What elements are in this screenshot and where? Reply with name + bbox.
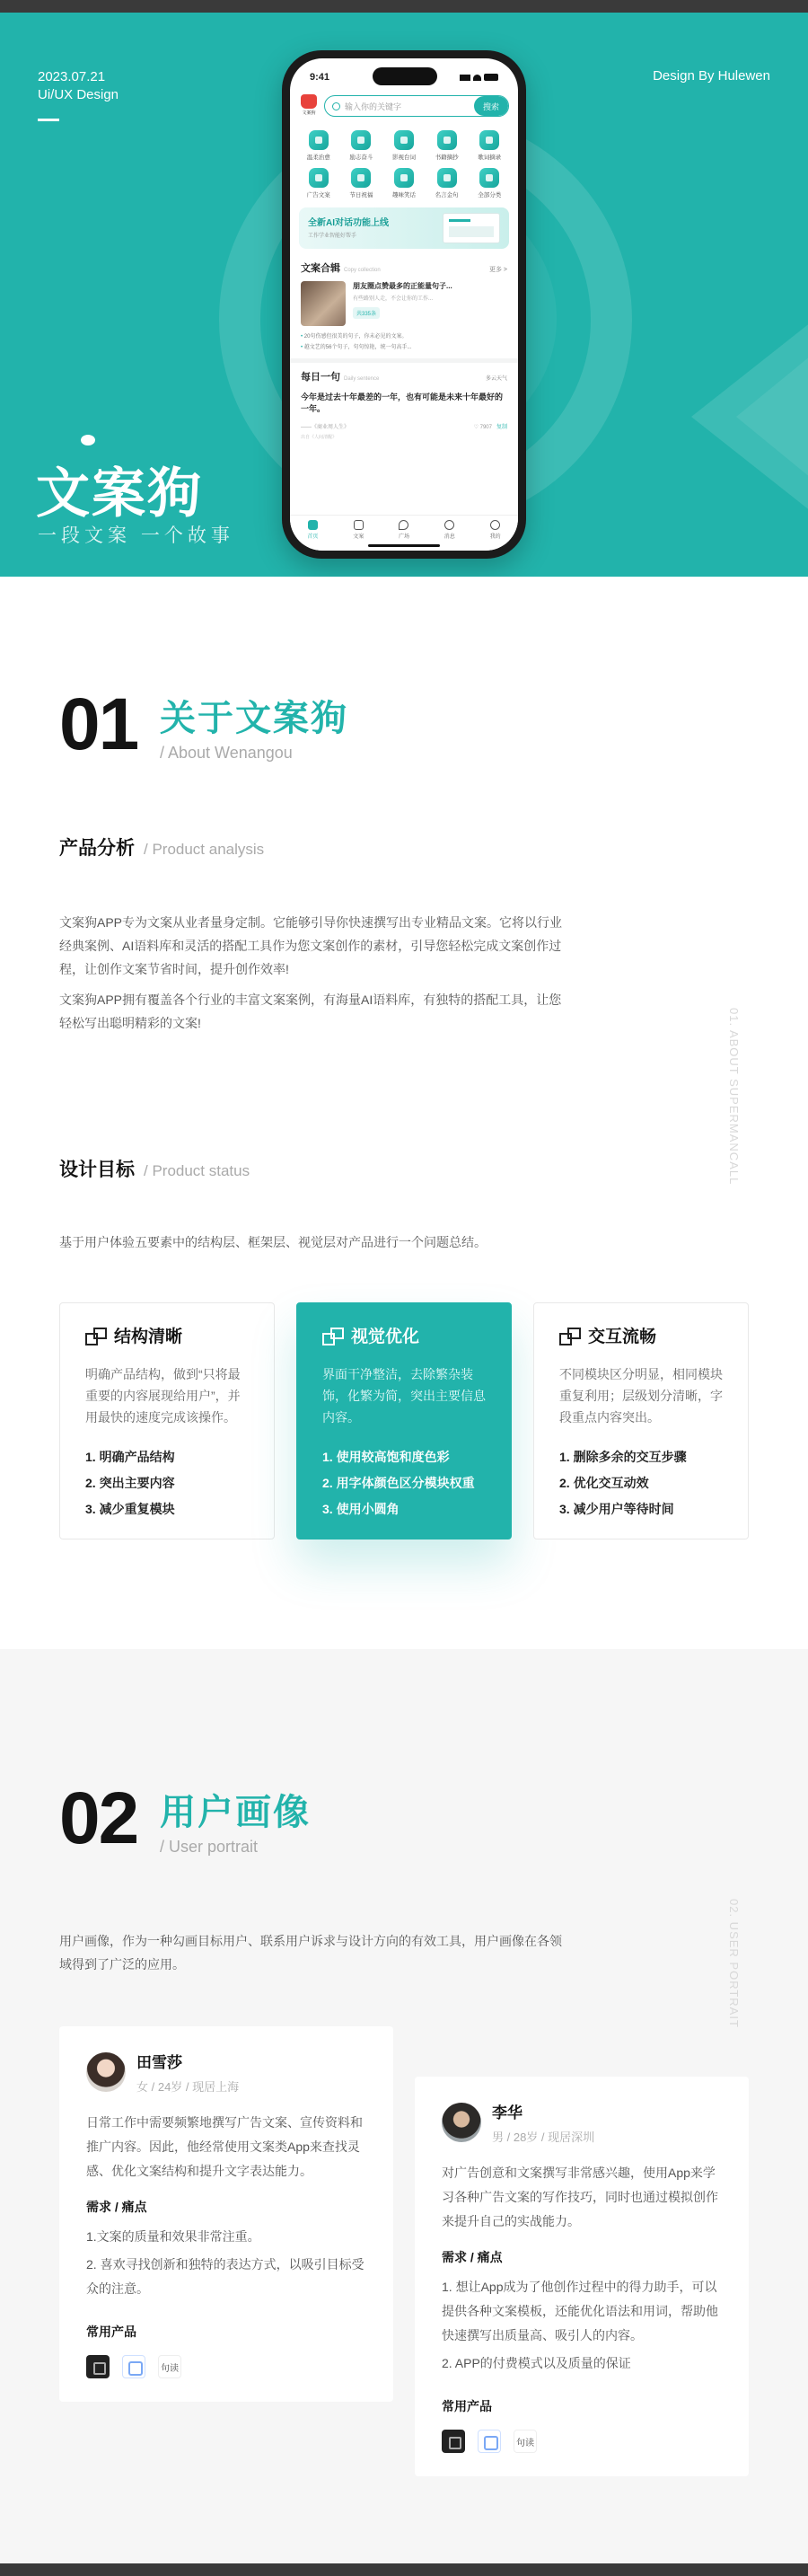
app-logo-icon [301, 94, 317, 109]
hero-logo: 文案狗 [36, 463, 203, 524]
list-item: 2. 优化交互动效 [559, 1476, 649, 1490]
analysis-subtitle: / Product analysis [144, 841, 265, 858]
collection-subtitle: Copy collection [344, 268, 381, 273]
home-icon [308, 520, 318, 530]
hero-banner [0, 13, 808, 577]
category-item[interactable] [382, 168, 426, 198]
analysis-heading [59, 834, 264, 860]
daily-title: 每日一句 [301, 372, 340, 383]
goal-card-list [322, 1444, 486, 1522]
tab-home[interactable] [307, 520, 318, 540]
persona-desc: 日常工作中需要频繁地撰写广告文案、宣传资料和推广内容。因此，他经常使用文案类App来查找灵感、优化文案结构和提升文字表达能力。 [86, 2115, 363, 2178]
analysis-text [59, 911, 562, 1035]
list-item[interactable]: • 20句伤感但很美的句子，你未必见的文案。 [301, 331, 507, 342]
section-subtitle: / About Wenangou [160, 744, 293, 762]
category-item[interactable] [297, 130, 340, 161]
structure-icon [85, 1328, 105, 1344]
list-item: 1. 明确产品结构 [85, 1450, 175, 1464]
collection-card-title: 朋友圈点赞最多的正能量句子... [353, 282, 452, 290]
section-subtitle: / User portrait [160, 1838, 259, 1856]
section-title: 关于文案狗 [160, 699, 348, 738]
persona-name: 田雪莎 [136, 2054, 182, 2071]
list-item: 1. 使用较高饱和度色彩 [322, 1450, 450, 1464]
app-icon-text: 句读 [158, 2355, 181, 2378]
daily-quote: 今年是过去十年最差的一年，也有可能是未来十年最好的一年。 [301, 393, 504, 413]
goal-card-desc: 不同模块区分明显，相同模块重复利用；层级划分清晰，字段重点内容突出。 [559, 1367, 723, 1425]
logo-bubble-icon [81, 435, 95, 446]
app-icon [478, 2430, 501, 2453]
category-label: 励志奋斗 [349, 154, 373, 161]
status-time: 9:41 [310, 72, 330, 83]
collection-list [301, 331, 507, 353]
tab-copy[interactable] [353, 520, 364, 540]
daily-subtitle: Daily sentence [344, 376, 380, 382]
search-row [290, 91, 518, 121]
goal-cards [59, 1302, 749, 1539]
category-icon [437, 168, 457, 188]
goal-card-list [85, 1444, 249, 1522]
category-item[interactable] [340, 130, 383, 161]
category-item[interactable] [340, 168, 383, 198]
daily-author: ——《商业周人生》 [301, 425, 350, 430]
category-icon [309, 130, 329, 150]
vertical-label: 01. ABOUT SUPERMANCALL [727, 1008, 741, 1186]
vertical-label: 02. USER PORTRAIT [727, 1899, 741, 2028]
needs-label: 需求 / 痛点 [86, 2200, 147, 2214]
persona-need: 1. 想让App成为了他创作过程中的得力助手，可以提供各种文案模板，还能优化语法和用词，帮助他快速撰写出质量高、吸引人的内容。 [442, 2280, 718, 2342]
category-icon [479, 130, 499, 150]
analysis-title: 产品分析 [59, 838, 135, 859]
persona-meta: 男 / 28岁 / 现居深圳 [492, 2130, 595, 2144]
goal-card-title: 结构清晰 [114, 1328, 183, 1346]
category-icon [394, 130, 414, 150]
category-label: 书籍摘抄 [435, 154, 459, 161]
section-number: 01 [59, 684, 138, 765]
list-item: 2. 突出主要内容 [85, 1476, 175, 1490]
phone-screen [290, 58, 518, 551]
dynamic-island [373, 67, 437, 85]
weather-label: 多云天气 [485, 376, 507, 382]
app-logo[interactable] [299, 94, 319, 118]
hero-slogan: 一段文案 一个故事 [38, 525, 234, 546]
location-icon [399, 520, 408, 530]
category-label: 趣味笑话 [391, 192, 416, 198]
banner-illustration [443, 213, 500, 243]
daily-source: 出自《人间清醒》 [301, 435, 338, 440]
category-icon [394, 168, 414, 188]
daily-meta [301, 422, 507, 430]
signal-icon [460, 75, 470, 81]
category-item[interactable] [297, 168, 340, 198]
category-item[interactable] [426, 168, 469, 198]
daily-header [301, 368, 507, 384]
user-icon [490, 520, 500, 530]
section-title: 用户画像 [160, 1793, 311, 1832]
goal-desc: 基于用户体验五要素中的结构层、框架层、视觉层对产品进行一个问题总结。 [59, 1235, 487, 1249]
persona-card [415, 2077, 749, 2476]
goal-card-structure [59, 1302, 275, 1539]
copy-button[interactable]: 复制 [496, 425, 507, 430]
tab-messages[interactable] [444, 520, 455, 540]
avatar [442, 2103, 481, 2142]
category-label: 影视台词 [391, 154, 416, 161]
collection-header [301, 260, 507, 276]
goal-subtitle: / Product status [144, 1162, 250, 1179]
list-item: 1. 删除多余的交互步骤 [559, 1450, 687, 1464]
list-item: 3. 减少用户等待时间 [559, 1502, 674, 1516]
status-icons [460, 74, 498, 81]
collection-count-badge: 共335条 [353, 307, 380, 319]
bottom-bar [0, 2563, 808, 2576]
tab-label: 广场 [398, 534, 409, 540]
needs-label: 需求 / 痛点 [442, 2250, 503, 2264]
battery-icon [484, 74, 498, 81]
category-grid [290, 121, 518, 202]
search-icon [332, 102, 340, 110]
search-button[interactable]: 搜索 [474, 96, 508, 116]
persona-card [59, 2026, 393, 2402]
list-item: 2. 用字体颜色区分模块权重 [322, 1476, 475, 1490]
persona-meta: 女 / 24岁 / 现居上海 [136, 2080, 240, 2094]
goal-card-title: 视觉优化 [351, 1328, 420, 1346]
phone-mockup [282, 50, 526, 559]
category-item[interactable] [468, 130, 511, 161]
category-item[interactable] [382, 130, 426, 161]
wifi-icon [473, 75, 481, 81]
list-item: 3. 使用小圆角 [322, 1502, 400, 1516]
search-input[interactable]: 输入你的关键字 [345, 101, 402, 111]
goal-title: 设计目标 [59, 1160, 135, 1180]
link-icon [559, 1328, 579, 1344]
category-item[interactable] [426, 130, 469, 161]
persona-need: 2. 喜欢寻找创新和独特的表达方式，以吸引目标受众的注意。 [86, 2257, 364, 2296]
persona-need: 2. APP的付费模式以及质量的保证 [442, 2356, 631, 2370]
app-icon [442, 2430, 465, 2453]
tab-label: 文案 [353, 534, 364, 540]
hero-meta [38, 68, 119, 104]
product-list [442, 2430, 722, 2453]
category-label: 广告文案 [306, 192, 330, 198]
category-label: 全部分类 [478, 192, 502, 198]
daily-section [290, 363, 518, 440]
more-link[interactable]: 更多 > [488, 267, 507, 273]
user-portrait-section [0, 1649, 808, 2563]
collection-section [290, 254, 518, 353]
avatar [86, 2052, 126, 2092]
goal-card-interaction [533, 1302, 749, 1539]
hero-dash [38, 119, 59, 121]
tab-label: 我的 [489, 534, 501, 540]
category-icon [351, 168, 371, 188]
list-item[interactable]: • 越文艺的56个句子，句句惊艳，统一句高手... [301, 342, 507, 353]
design-by: Design By Hulewen [653, 68, 770, 84]
analysis-paragraph: 文案狗APP拥有覆盖各个行业的丰富文案案例，有海量AI语料库，有独特的搭配工具，让您轻松写出聪明精彩的文案! [59, 992, 562, 1030]
category-label: 歌词摘录 [478, 154, 502, 161]
goal-card-title: 交互流畅 [588, 1328, 657, 1346]
category-icon [351, 130, 371, 150]
search-box[interactable] [324, 95, 509, 117]
section-number: 02 [59, 1778, 138, 1859]
tab-profile[interactable] [490, 520, 501, 540]
category-label: 节日祝福 [349, 192, 373, 198]
category-icon [479, 168, 499, 188]
app-icon-text: 句读 [514, 2430, 537, 2453]
portrait-desc: 用户画像，作为一种勾画目标用户、联系用户诉求与设计方向的有效工具，用户画像在各领域得到了广泛的应用。 [59, 1934, 562, 1972]
list-item: 3. 减少重复模块 [85, 1502, 175, 1516]
analysis-paragraph: 文案狗APP专为文案从业者量身定制。它能够引导你快速撰写出专业精品文案。它将以行业经典案例、AI语料库和灵活的搭配工具作为您文案创作的素材，引导您轻松完成文案创作过程，让创作文案节省时间，提升创作效率! [59, 915, 563, 976]
category-icon [437, 130, 457, 150]
category-label: 温柔治愈 [306, 154, 330, 161]
tab-square[interactable] [399, 520, 409, 540]
category-item[interactable] [468, 168, 511, 198]
ai-banner[interactable] [299, 207, 509, 249]
goal-card-desc: 明确产品结构，做到“只将最重要的内容展现给用户”，并用最快的速度完成该操作。 [85, 1367, 241, 1425]
home-indicator [368, 544, 440, 547]
product-list [86, 2355, 366, 2378]
category-label: 名言金句 [435, 192, 459, 198]
app-icon [122, 2355, 145, 2378]
goal-heading [59, 1155, 250, 1182]
hero-category: Ui/UX Design [38, 87, 119, 102]
products-label: 常用产品 [86, 2325, 136, 2339]
collection-title: 文案合辑 [301, 263, 340, 274]
message-icon [444, 520, 454, 530]
goal-card-list [559, 1444, 723, 1522]
decor-triangle-small [736, 336, 808, 498]
rocket-icon [322, 1328, 342, 1344]
collection-card-desc: 有些路别人走，不会让你的工作... [353, 296, 434, 302]
collection-card[interactable] [301, 281, 507, 326]
persona-name: 李华 [492, 2104, 523, 2122]
like-count[interactable]: ♡ 7907 [473, 425, 492, 430]
top-bar [0, 0, 808, 13]
app-icon [86, 2355, 110, 2378]
collection-thumbnail [301, 281, 346, 326]
category-icon [309, 168, 329, 188]
goal-card-visual [296, 1302, 512, 1539]
about-section [0, 577, 808, 1649]
persona-desc: 对广告创意和文案撰写非常感兴趣，使用App来学习各种广告文案的写作技巧，同时也通过模拟创作来提升自己的实战能力。 [442, 2166, 718, 2228]
app-logo-text: 文案狗 [302, 110, 316, 116]
goal-card-desc: 界面干净整洁，去除繁杂装饰，化繁为简，突出主要信息内容。 [322, 1367, 486, 1425]
tab-label: 首页 [307, 534, 319, 540]
persona-need: 1.文案的质量和效果非常注重。 [86, 2229, 260, 2244]
tab-label: 消息 [444, 534, 455, 540]
banner-subtitle: 工作学业智能好帮手 [308, 234, 357, 239]
document-icon [354, 520, 364, 530]
products-label: 常用产品 [442, 2399, 492, 2413]
hero-date: 2023.07.21 [38, 69, 106, 84]
banner-title: 全新AI对话功能上线 [308, 218, 389, 228]
